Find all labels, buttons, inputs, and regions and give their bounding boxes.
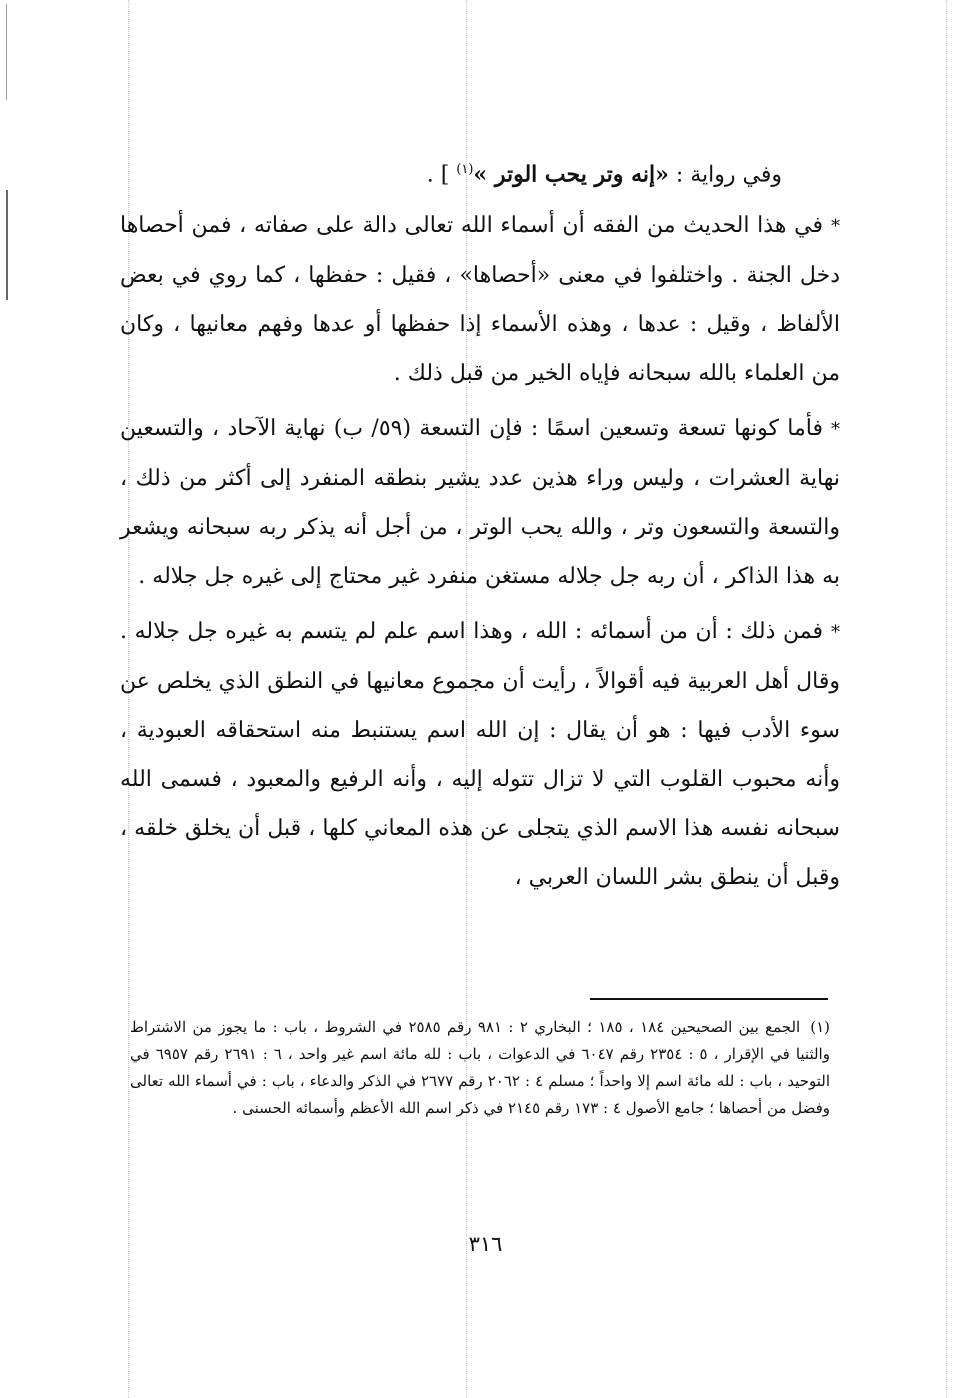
paragraph-text: في هذا الحديث من الفقه أن أسماء الله تعالى دالة على صفاته ، فمن أحصاها دخل الجنة . واختلفوا في معنى «أحصاها» ، فقيل : حفظها ، كما روي في بعض الألفاظ ، وقيل : عدها ، وهذه الأسماء إذا حفظها أو عدها وفهم معانيها ، وكان من العلماء بالله سبحانه فإياه الخير من قبل ذلك .	[120, 213, 840, 387]
intro-line	[120, 150, 840, 195]
intro-prefix: وفي رواية :	[675, 162, 782, 188]
page-number: ٣١٦	[468, 1232, 503, 1256]
hadith-quote: «إنه وتر يحب الوتر »	[473, 161, 669, 188]
paragraph-bullet: *	[831, 419, 840, 441]
page-body	[120, 150, 840, 908]
footnote-reference: (١)	[456, 162, 474, 177]
scan-edge-mark	[6, 4, 7, 100]
paragraph-text: فأما كونها تسعة وتسعين اسمًا : فإن التسعة (٥٩/ ب) نهاية الآحاد ، والتسعين نهاية العشرات ، وليس وراء هذين عدد يشير بنطقه المنفرد إلى أكثر من ذلك ، والتسعة والتسعون وتر ، والله يحب الوتر ، من أجل أنه يذكر ربه سبحانه ويشعر به هذا الذاكر ، أن ربه جل جلاله مستغن منفرد غير محتاج إلى غيره جل جلاله .	[120, 416, 840, 590]
footnote	[130, 1014, 830, 1122]
paragraph-ninety-nine	[120, 404, 840, 601]
paragraph-fiqh	[120, 201, 840, 398]
scan-edge-mark	[6, 190, 8, 300]
footnote-marker: (١)	[810, 1018, 830, 1036]
paragraph-text: فمن ذلك : أن من أسمائه : الله ، وهذا اسم علم لم يتسم به غيره جل جلاله . وقال أهل العربية فيه أقوالاً ، رأيت أن مجموع معانيها في النطق الذي يخلص عن سوء الأدب فيها : هو أن يقال : إن الله اسم يستنبط منه استحقاقه العبودية ، وأنه محبوب القلوب التي لا تزال تتوله إليه ، وأنه الرفيع والمعبود ، فسمى الله سبحانه نفسه هذا الاسم الذي يتجلى عن هذه المعاني كلها ، قبل أن يخلق خلقه ، وقبل أن ينطق بشر اللسان العربي ،	[120, 619, 840, 891]
paragraph-bullet: *	[831, 622, 840, 644]
footnote-separator	[590, 998, 828, 1000]
intro-suffix: ] .	[426, 162, 450, 188]
paragraph-bullet: *	[831, 216, 840, 238]
footnote-text: الجمع بين الصحيحين ١٨٤ ، ١٨٥ ؛ البخاري ٢ : ٩٨١ رقم ٢٥٨٥ في الشروط ، باب : ما يجوز من الاشتراط والثنيا في الإقرار ، ٥ : ٢٣٥٤ رقم ٦٠٤٧ في الدعوات ، باب : لله مائة اسم غير واحد ، ٦ : ٢٦٩١ رقم ٦٩٥٧ في التوحيد ، باب : لله مائة اسم إلا واحداً ؛ مسلم ٤ : ٢٠٦٢ رقم ٢٦٧٧ في الذكر والدعاء ، باب : في أسماء الله تعالى وفضل من أحصاها ؛ جامع الأصول ٤ : ١٧٣ رقم ٢١٤٥ في ذكر اسم الله الأعظم وأسمائه الحسنى .	[130, 1018, 830, 1117]
paragraph-allah-name	[120, 607, 840, 902]
fold-guide-line	[946, 0, 947, 1398]
